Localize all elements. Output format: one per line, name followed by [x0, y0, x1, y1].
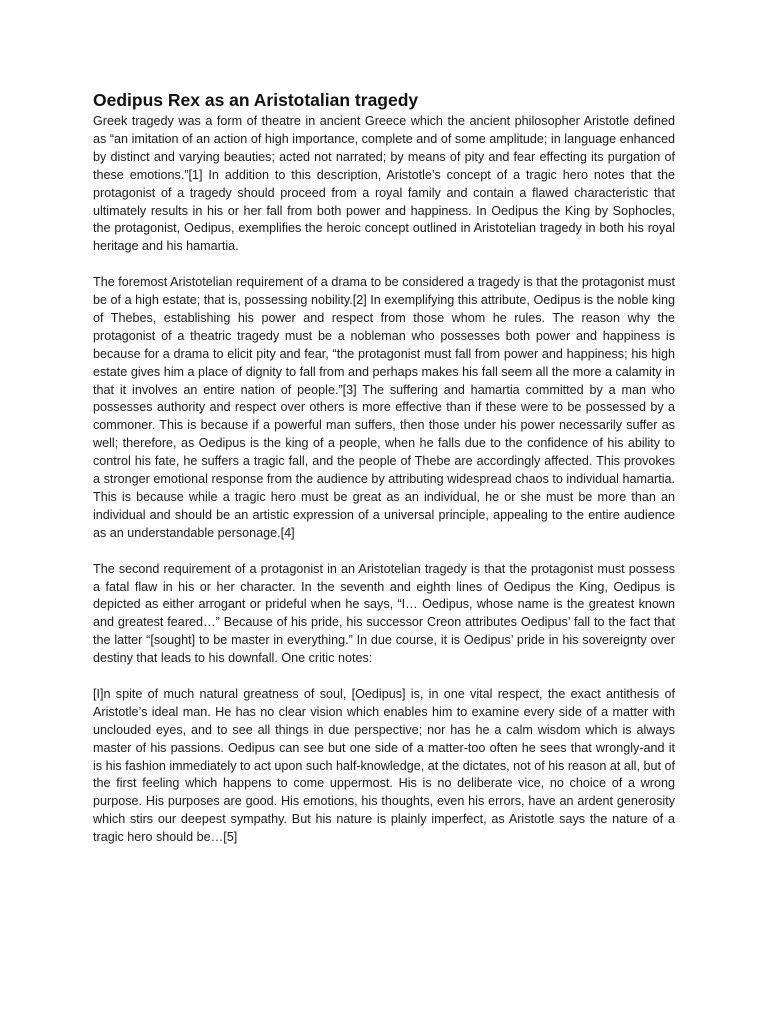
paragraph-introduction: Greek tragedy was a form of theatre in ancient Greece which the ancient philosopher Aristotle defined as “an imitation of an action of high importance, complete and of some amplitude; in language enhanced by distinct and varying beauties; acted not narrated; by means of pity and fear effecting its purgation of these emotions.”[1] In addition to this description, Aristotle’s concept of a tragic hero notes that the protagonist of a tragedy should proceed from a royal family and contain a flawed characteristic that ultimately results in his or her fall from both power and happiness. In Oedipus the King by Sophocles, the protagonist, Oedipus, exemplifies the heroic concept outlined in Aristotelian tragedy in both his royal heritage and his hamartia.: [93, 114, 675, 254]
paragraph-fatal-flaw: The second requirement of a protagonist in an Aristotelian tragedy is that the protagonist must possess a fatal flaw in his or her character. In the seventh and eighth lines of Oedipus the King, Oedipus is depicted as either arrogant or prideful when he says, “I… Oedipus, whose name is the greatest known and greatest feared…” Because of his pride, his successor Creon attributes Oedipus’ fall to the fact that the latter “[sought] to be master in everything.” In due course, it is Oedipus’ pride in his sovereignty over destiny that leads to his downfall. One critic notes:: [93, 561, 675, 666]
page-title: Oedipus Rex as an Aristotalian tragedy: [93, 90, 419, 110]
paragraph-high-estate: The foremost Aristotelian requirement of a drama to be considered a tragedy is that the protagonist must be of a high estate; that is, possessing nobility.[2] In exemplifying this attribute, Oedipus is the noble king of Thebes, establishing his power and respect from those whom he rules. The reason why the protagonist of a theatric tragedy must be a nobleman who possesses both power and happiness is because for a drama to elicit pity and fear, “the protagonist must fall from power and happiness; his high estate gives him a place of dignity to fall from and perhaps makes his fall seem all the more a calamity in that it involves an entire nation of people.”[3] The suffering and hamartia committed by a man who possesses authority and respect over others is more effective than if these were to be possessed by a commoner. This is because if a powerful man suffers, then those under his power necessarily suffer as well; therefore, as Oedipus is the king of a people, when he falls due to the confidence of his ability to control his fate, he suffers a tragic fall, and the people of Thebe are accordingly affected. This provokes a stronger emotional response from the audience by attributing widespread chaos to individual hamartia. This is because while a tragic hero must be great as an individual, he or she must be more than an individual and should be an artistic expression of a universal principle, appealing to the entire audience as an understandable personage.[4]: [93, 275, 675, 540]
paragraph-critic-quote: [I]n spite of much natural greatness of soul, [Oedipus] is, in one vital respect, the exact antithesis of Aristotle’s ideal man. He has no clear vision which enables him to examine every side of a matter with unclouded eyes, and to see all things in due perspective; nor has he a calm wisdom which is always master of his passions. Oedipus can see but one side of a matter-too often he sees that wrongly-and it is his fashion immediately to act upon such half-knowledge, at the dictates, not of his reason at all, but of the first feeling which happens to come uppermost. His is no deliberate vice, no choice of a wrong purpose. His purposes are good. His emotions, his thoughts, even his errors, have an ardent generosity which stirs our deepest sympathy. But his nature is plainly imperfect, as Aristotle says the nature of a tragic hero should be…[5]: [93, 686, 675, 845]
document-page: [93, 88, 675, 847]
